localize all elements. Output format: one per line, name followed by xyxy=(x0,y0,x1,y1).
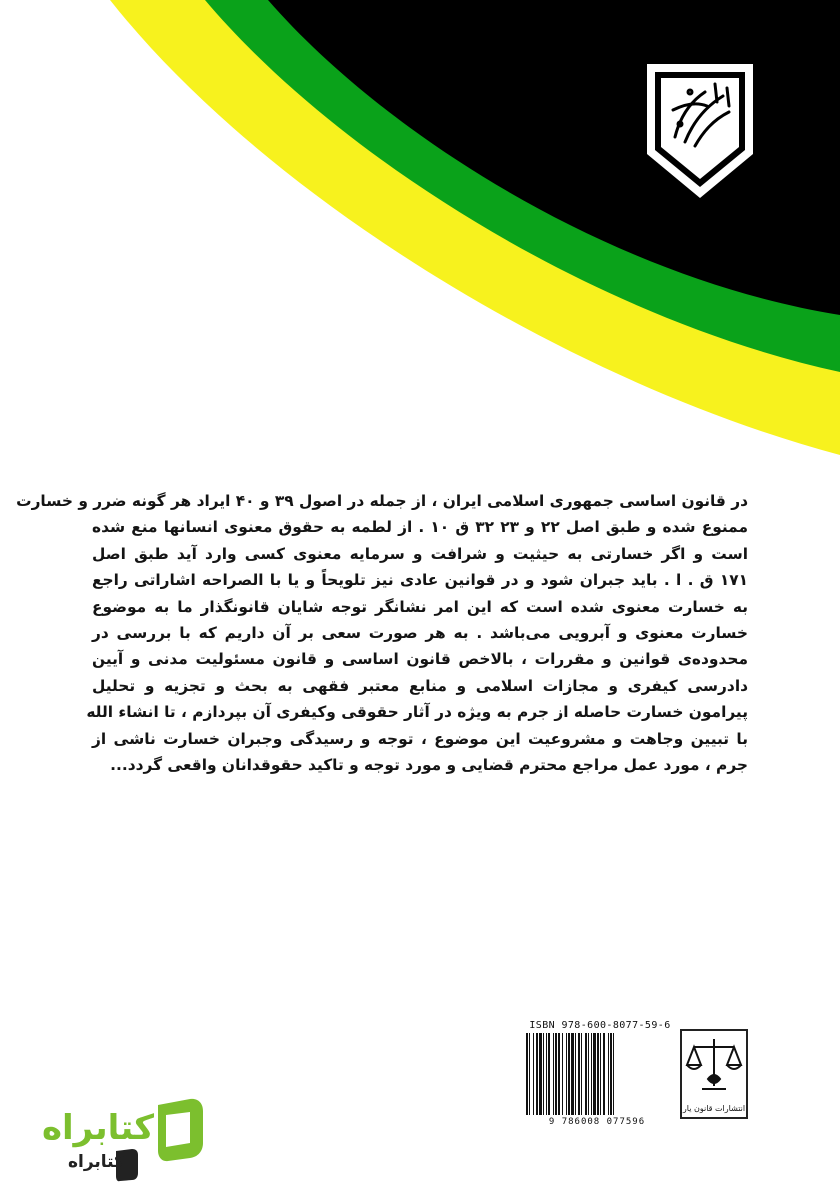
barcode-bar xyxy=(546,1033,547,1115)
barcode-bar xyxy=(591,1033,592,1115)
barcode-bar xyxy=(585,1033,587,1115)
blurb-line: پیرامون خسارت حاصله از جرم به ویژه در آثار حقوقی وکیفری آن بپردازم ، تا انشاء الله xyxy=(86,703,748,722)
watermark-text-large: کتابراه xyxy=(41,1108,154,1148)
isbn-digits: 9 786008 077596 xyxy=(548,1117,646,1127)
barcode-bar xyxy=(543,1033,544,1115)
isbn-label: ISBN 978-600-8077-59-6 xyxy=(529,1020,671,1031)
blurb-line: در قانون اساسی جمهوری اسلامی ایران ، از جمله در اصول ۳۹ و ۴۰ ایراد هر گونه ضرر و خسارت xyxy=(16,492,748,510)
barcode-bar xyxy=(613,1033,614,1115)
barcode-bar xyxy=(533,1033,534,1115)
blurb-line: است و اگر خسارتی به حیثیت و شرافت و سرمایه معنوی کسی وارد آید طبق اصل xyxy=(92,544,748,563)
barcode-bar xyxy=(553,1033,554,1115)
barcode-bar xyxy=(566,1033,567,1115)
barcode-bar xyxy=(529,1033,530,1115)
blurb-line: دادرسی کیفری و مجازات اسلامی و منابع معتبر فقهی به بحث و تجزیه و تحلیل xyxy=(92,676,748,695)
blurb-line: ممنوع شده و طبق اصل ۲۲ و ۲۳ ۳۲ ق ۱۰ . از لطمه به حقوق معنوی انسانها منع شده xyxy=(92,518,748,537)
barcode-bar xyxy=(603,1033,605,1115)
blurb-line: ۱۷۱ ق . ا . باید جبران شود و در قوانین عادی نیز تلویحاً و یا با الصراحه اشاراتی راجع xyxy=(92,571,748,590)
barcode-bar xyxy=(536,1033,538,1115)
barcode-bar xyxy=(555,1033,557,1115)
barcode-bar xyxy=(558,1033,560,1115)
barcode-bar xyxy=(548,1033,550,1115)
barcode-bar xyxy=(578,1033,580,1115)
barcode-bar xyxy=(581,1033,582,1115)
blurb-line: محدوده‌ی قوانین و مقررات ، بالاخص قانون اساسی و قانون مسئولیت مدنی و آیین xyxy=(92,650,748,669)
barcode-bar xyxy=(526,1033,528,1115)
scales-of-justice-icon xyxy=(682,1031,746,1101)
isbn-barcode xyxy=(524,1033,670,1115)
barcode-bar xyxy=(608,1033,609,1115)
watermark-text-small: کتابراه xyxy=(67,1152,124,1172)
barcode-bar xyxy=(610,1033,612,1115)
publisher-shield-calligraphy-icon xyxy=(645,62,755,200)
barcode-bar xyxy=(597,1033,599,1115)
barcode-bar xyxy=(562,1033,563,1115)
back-cover-blurb xyxy=(16,488,748,778)
blurb-line: جرم ، مورد عمل مراجع محترم قضایی و مورد توجه و تاکید حقوقدانان واقعی گردد... xyxy=(110,756,748,775)
barcode-bar xyxy=(588,1033,589,1115)
barcode-bar xyxy=(593,1033,596,1115)
blurb-line: خسارت معنوی و آبرویی می‌باشد . به هر صورت سعی بر آن داریم که با بررسی در xyxy=(92,624,748,643)
blurb-line: با تبیین وجاهت و مشروعیت این موضوع ، توجه و رسیدگی وجبران خسارت ناشی از xyxy=(92,729,748,748)
barcode-bar xyxy=(539,1033,542,1115)
barcode-bar xyxy=(571,1033,574,1115)
barcode-bar xyxy=(575,1033,576,1115)
barcode-bar xyxy=(600,1033,601,1115)
publisher-name: انتشارات قانون یار xyxy=(682,1104,746,1113)
barcode-bar xyxy=(568,1033,570,1115)
blurb-line: به خسارت معنوی شده است که این امر نشانگر توجه شایان قانونگذار ما به موضوع xyxy=(92,597,748,616)
